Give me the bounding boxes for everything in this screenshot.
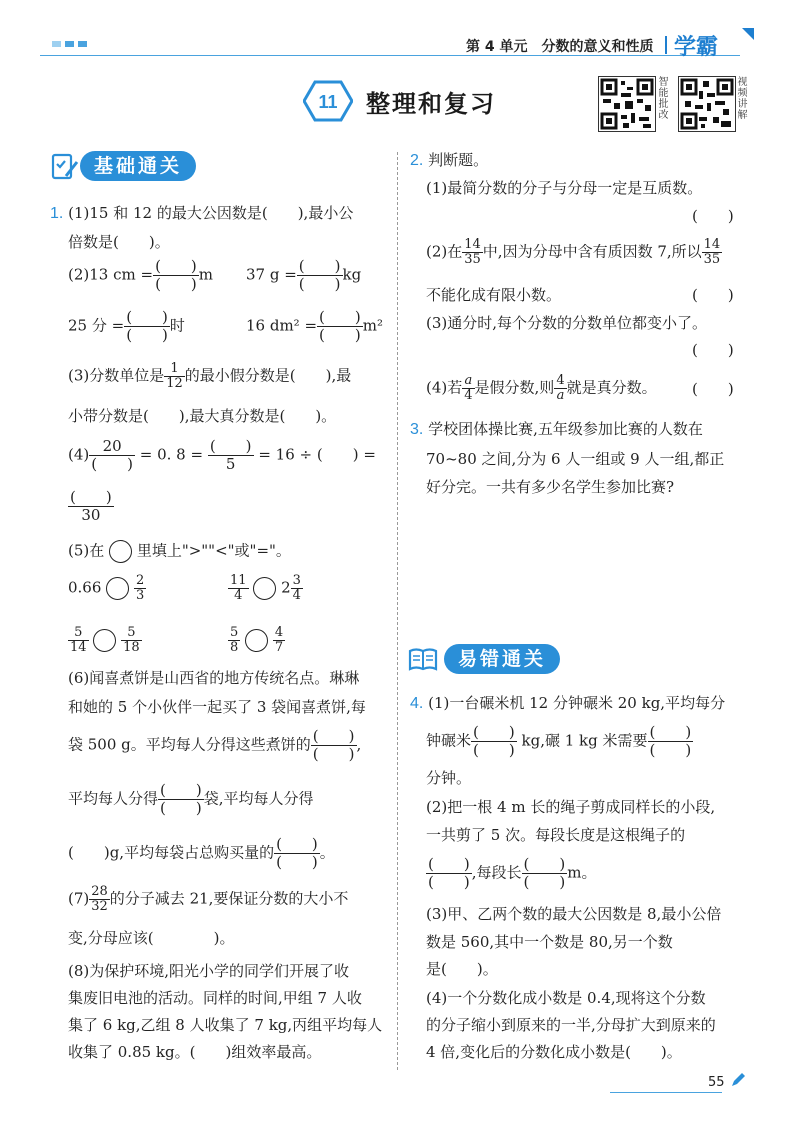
q2-number: 2. <box>410 152 424 169</box>
q1-part8-c: 集了 6 kg,乙组 8 人收集了 7 kg,丙组平均每人 <box>68 1016 383 1034</box>
q4-s1-a: 4. (1)一台碾米机 12 分钟碾米 20 kg,平均每分 <box>410 694 726 712</box>
q1-part5-intro: (5)在 里填上">""<"或"="。 <box>68 540 291 563</box>
compare-circle[interactable] <box>245 629 268 652</box>
page-number: 55 <box>708 1075 725 1090</box>
q1-number: 1. <box>50 205 64 222</box>
q1-part6-b: 和她的 5 个小伙伴一起买了 3 袋闻喜煮饼,每 <box>68 698 366 716</box>
brand-logo: 学霸 <box>674 35 719 60</box>
q1-part7: (7) $\frac{28}{32}$ 的分子减去 21,要保证分数的大小不 <box>68 884 349 914</box>
q4-s2-b: 一共剪了 5 次。每段长度是这根绳子的 <box>426 826 686 844</box>
q1-part2-row2: 25 分 = $\frac{( )}{( )}$ 时 <box>68 308 185 344</box>
qr-code-grading[interactable] <box>598 76 656 132</box>
q1-part5-c4: $\frac{5}{8}$ $\frac{4}{7}$ <box>230 625 284 655</box>
q1-part3-b: 小带分数是( ),最大真分数是( )。 <box>68 407 337 425</box>
q2-s2: (2)在 $\frac{14}{35}$ 中,因为分母中含有质因数 7,所以 $\frac{14}{35}$ <box>426 237 721 267</box>
section-title-basic: 基础通关 <box>80 151 196 181</box>
q4-number: 4. <box>410 695 424 712</box>
q4-s4-b: 的分子缩小到原来的一半,分母扩大到原来的 <box>426 1016 716 1034</box>
compare-circle[interactable] <box>93 629 116 652</box>
q1-part1: 1. (1)15 和 12 的最大公因数是( ),最小公 <box>50 204 354 222</box>
lesson-title: 整理和复习 <box>366 90 496 118</box>
qr-code-video[interactable] <box>678 76 736 132</box>
q3-number: 3. <box>410 421 424 438</box>
q1-part8-b: 集废旧电池的活动。同样的时间,甲组 7 人收 <box>68 989 362 1007</box>
q1-part4: (4) $\frac{20}{( )}$ = 0. 8 = $\frac{( )}{5}$ = 16 ÷ ( ) = <box>68 437 376 473</box>
q1-part3: (3)分数单位是 $\frac{1}{12}$ 的最小假分数是( ),最 <box>68 361 352 391</box>
q4-s3-a: (3)甲、乙两个数的最大公因数是 8,最小公倍 <box>426 905 722 923</box>
q4-s4-a: (4)一个分数化成小数是 0.4,现将这个分数 <box>426 989 706 1007</box>
unit-title: 第 4 单元 分数的意义和性质 <box>466 39 654 55</box>
brand-divider <box>665 36 667 54</box>
q2-s1-answer[interactable]: ( ) <box>692 207 734 225</box>
q1-part8-d: 收集了 0.85 kg。( )组效率最高。 <box>68 1043 322 1061</box>
lesson-badge <box>303 80 353 122</box>
q4-s3-b: 数是 560,其中一个数是 80,另一个数 <box>426 933 673 951</box>
q1-part6-c: 袋 500 g。平均每人分得这些煮饼的 $\frac{( )}{( )}$ , <box>68 727 362 763</box>
section-title-mistake: 易错通关 <box>444 644 560 674</box>
q1-part4-b: $\frac{( )}{30}$ <box>70 488 112 524</box>
q2-s2-answer[interactable]: ( ) <box>692 286 734 304</box>
q3-line1: 3. 学校团体操比赛,五年级参加比赛的人数在 <box>410 420 703 438</box>
checklist-icon <box>50 151 80 181</box>
q2-s3-answer[interactable]: ( ) <box>692 341 734 359</box>
brand-flag-icon <box>742 28 754 40</box>
q4-s1-c: 分钟。 <box>426 769 472 787</box>
compare-circle[interactable] <box>253 577 276 600</box>
q2-s4-answer[interactable]: ( ) <box>692 380 734 398</box>
footer-rule <box>610 1092 722 1093</box>
q4-s2-a: (2)把一根 4 m 长的绳子剪成同样长的小段, <box>426 798 716 816</box>
q1-part6-d: 平均每人分得 $\frac{( )}{( )}$ 袋,平均每人分得 <box>68 781 314 817</box>
q2-s1: (1)最简分数的分子与分母一定是互质数。 <box>426 179 703 197</box>
qr-caption-grading: 智能批改 <box>658 77 669 121</box>
header-decoration <box>52 41 87 47</box>
column-divider <box>397 152 398 1070</box>
q1-part5-c3: $\frac{5}{14}$ $\frac{5}{18}$ <box>70 625 140 655</box>
q4-s3-c: 是( )。 <box>426 960 498 978</box>
q2-s3: (3)通分时,每个分数的分数单位都变小了。 <box>426 314 708 332</box>
q1-part2-row1-b: 37 g = $\frac{( )}{( )}$ kg <box>246 257 362 293</box>
compare-circle <box>109 540 132 563</box>
q2-s4: (4)若 $\frac{a}{4}$ 是假分数,则 $\frac{4}{a}$ 就是真分数。 <box>426 373 657 403</box>
q2-s2-b: 不能化成有限小数。 <box>426 286 562 304</box>
pencil-icon <box>730 1072 746 1088</box>
q3-line2: 70~80 之间,分为 6 人一组或 9 人一组,都正 <box>426 450 725 468</box>
q2-title: 2. 判断题。 <box>410 151 489 169</box>
q1-part8-a: (8)为保护环境,阳光小学的同学们开展了收 <box>68 962 350 980</box>
q4-s2-c: $\frac{( )}{( )}$ ,每段长 $\frac{( )}{( )}$ m。 <box>428 855 597 891</box>
q1-part7-b: 变,分母应该( )。 <box>68 929 235 947</box>
q3-line3: 好分完。一共有多少名学生参加比赛? <box>426 478 675 496</box>
lesson-number: 11 <box>318 92 338 112</box>
open-book-icon <box>408 644 438 674</box>
q1-part2-row1: (2)13 cm = $\frac{( )}{( )}$ m <box>68 257 214 293</box>
compare-circle[interactable] <box>106 577 129 600</box>
q4-s1-b: 钟碾米 $\frac{( )}{( )}$ kg,碾 1 kg 米需要 $\frac{( )}{( )}$ <box>426 723 692 759</box>
q1-part2-row2-b: 16 dm² = $\frac{( )}{( )}$ m² <box>246 308 383 344</box>
q1-part6-e: ( )g,平均每袋占总购买量的 $\frac{( )}{( )}$ 。 <box>68 835 335 871</box>
q1-part5-c1: 0.66 $\frac{2}{3}$ <box>68 573 145 603</box>
q1-part5-c2: $\frac{11}{4}$ 2 $\frac{3}{4}$ <box>230 573 301 603</box>
q1-part1-b: 倍数是( )。 <box>68 233 170 251</box>
qr-caption-video: 视频讲解 <box>737 77 748 121</box>
q1-part6-a: (6)闻喜煮饼是山西省的地方传统名点。琳琳 <box>68 669 360 687</box>
q4-s4-c: 4 倍,变化后的分数化成小数是( )。 <box>426 1043 682 1061</box>
